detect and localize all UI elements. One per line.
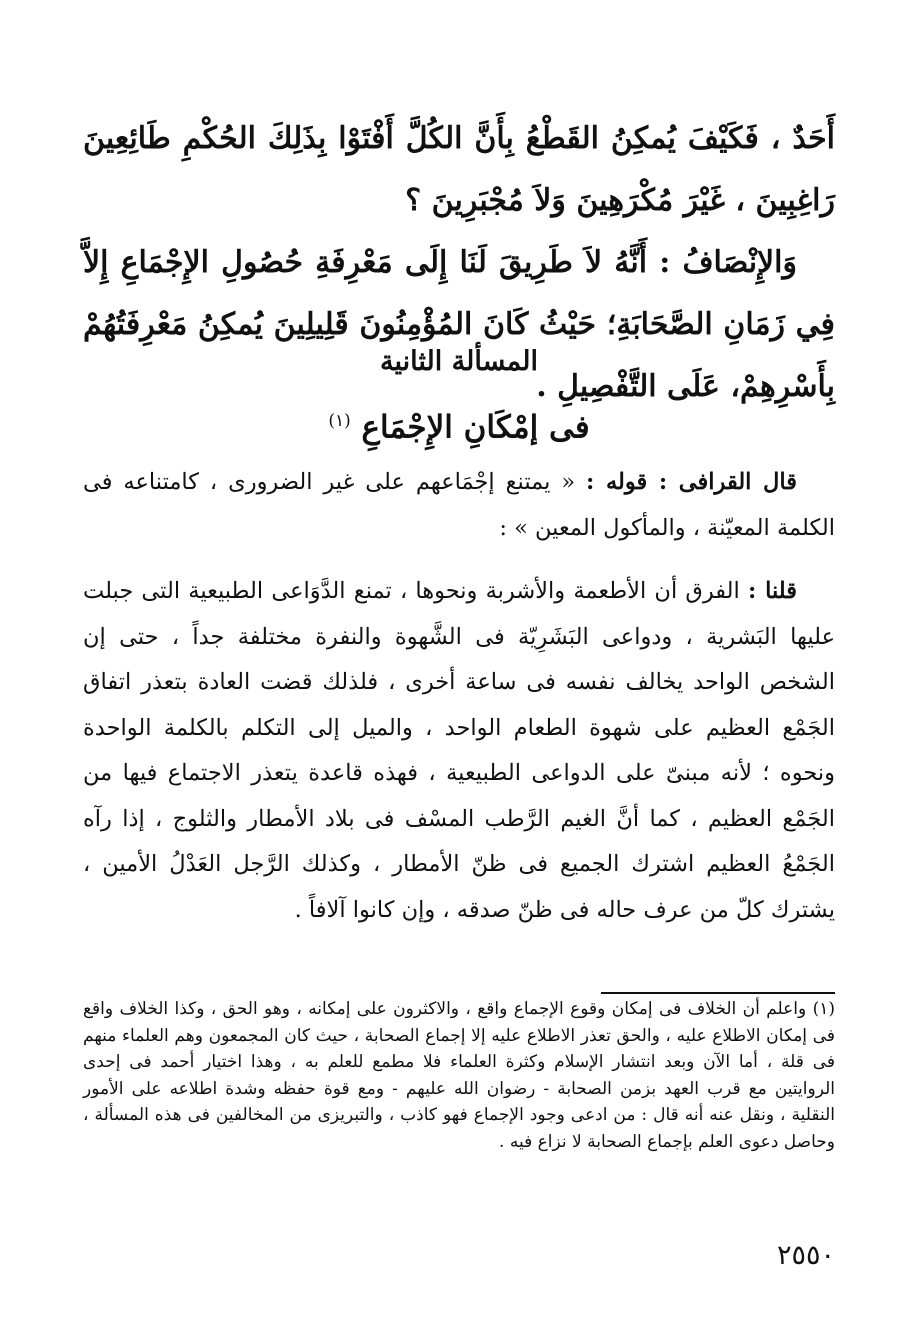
reply-paragraph bbox=[83, 569, 835, 933]
footnote-reference: (١) bbox=[328, 411, 351, 431]
section-title: المسألة الثانية bbox=[380, 346, 538, 377]
quote-paragraph-2: وَالإِنْصَافُ : أَنَّهُ لاَ طَرِيقَ لَنَا إِلَى مَعْرِفَةِ حُصُولِ الإِجْمَاعِ إِلاَّ فِي زَمَانِ الصَّحَابَةِ؛ حَيْثُ كَانَ المُؤْمِنُونَ قَلِيلِينَ يُمكِنُ مَعْرِفَتُهُمْ بِأَسْرِهِمْ، عَلَى التَّفْصِيلِ . bbox=[83, 245, 835, 404]
qarafi-label: قال القرافى : قوله : bbox=[586, 469, 797, 495]
qarafi-paragraph bbox=[83, 460, 835, 551]
reply-label: قلنا : bbox=[747, 578, 797, 604]
section-subtitle bbox=[83, 396, 835, 452]
footnote-divider bbox=[601, 992, 835, 994]
reply-text: الفرق أن الأطعمة والأشربة ونحوها ، تمنع الدَّوَاعى الطبيعية التى جبلت عليها البَشرية ، ودواعى البَشَرِيّة فى الشَّهوة والنفرة مختلفة جداً ، حتى إن الشخص الواحد يخالف نفسه فى ساعة أخرى ، فلذلك قضت العادة بتعذر اتفاق الجَمْع العظيم على شهوة الطعام الواحد ، والميل إلى التكلم بالكلمة الواحدة ونحوه ؛ لأنه مبنىّ على الدواعى الطبيعية ، فهذه قاعدة يتعذر الاجتماع فيها من الجَمْع العظيم ، كما أنَّ الغيم الرَّطب المسْف فى بلاد الأمطار والثلوج ، إذا رآه الجَمْعُ العظيم اشترك الجميع فى ظنّ الأمطار ، وكذلك الرَّجل العَدْلُ الأمين ، يشترك كلّ من عرف حاله فى ظنّ صدقه ، وإن كانوا آلافاً . bbox=[83, 578, 835, 923]
quote-paragraph-1: أَحَدٌ ، فَكَيْفَ يُمكِنُ القَطْعُ بِأَنَّ الكُلَّ أَفْتَوْا بِذَلِكَ الحُكْمِ طَائِعِينَ رَاغِبِينَ ، غَيْرَ مُكْرَهِينَ وَلاَ مُجْبَرِينَ ؟ bbox=[83, 121, 835, 218]
commentary-body bbox=[83, 460, 835, 933]
section-subtitle-text: فى إمْكَانِ الإِجْمَاعِ bbox=[361, 409, 590, 446]
page-number: ٢٥٥٠ bbox=[776, 1240, 835, 1271]
footnote-text: (١) واعلم أن الخلاف فى إمكان وقوع الإجماع واقع ، والاكثرون على إمكانه ، وهو الحق ، وكذا الخلاف واقع فى إمكان الاطلاع عليه ، والحق تعذر الاطلاع عليه إلا إجماع الصحابة ، حيث كان المجمعون وهم العلماء منهم فى قلة ، أما الآن وبعد انتشار الإسلام وكثرة العلماء فلا مطمع للعلم به ، وهذا اختيار أحمد فى إحدى الروايتين مع قرب العهد بزمن الصحابة - رضوان الله عليهم - ومع قوة حفظه وشدة اطلاعه على الأمور النقلية ، ونقل عنه أنه قال : من ادعى وجود الإجماع فهو كاذب ، والتبريزى من المخالفين فى هذه المسألة ، وحاصل دعوى العلم بإجماع الصحابة لا نزاع فيه . bbox=[83, 999, 835, 1152]
qarafi-quote: « يمتنع إجْمَاعهم على غير الضرورى ، كامتناعه فى الكلمة المعيّنة ، والمأكول المعين » : bbox=[83, 469, 835, 541]
footnote bbox=[83, 996, 835, 1155]
